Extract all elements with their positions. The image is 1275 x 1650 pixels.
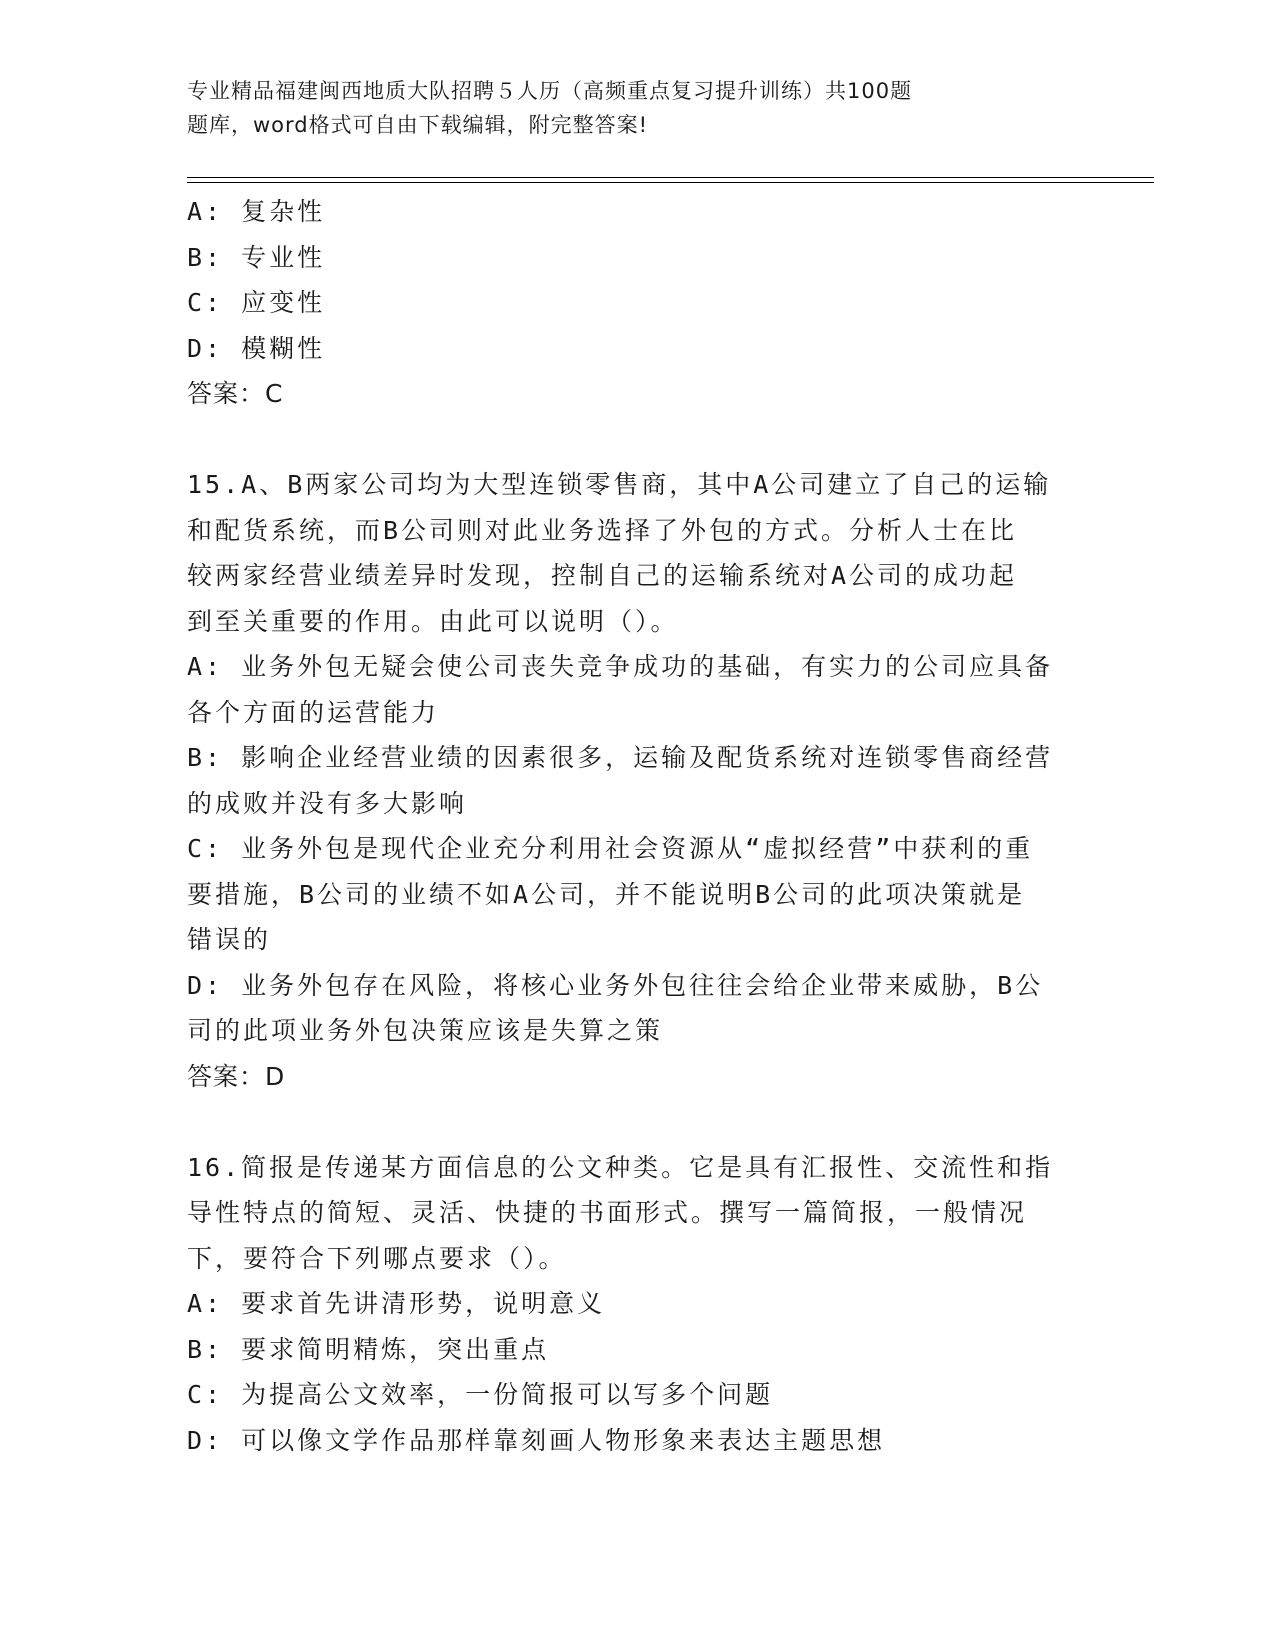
document-header bbox=[187, 74, 1067, 142]
question-16 bbox=[187, 1145, 1087, 1464]
question-stem-line: 15.A、B两家公司均为大型连锁零售商，其中A公司建立了自己的运输 bbox=[187, 470, 1052, 499]
option-d: D: 业务外包存在风险，将核心业务外包往往会给企业带来威胁，B公 bbox=[187, 970, 1044, 1000]
question-content bbox=[187, 189, 1087, 1463]
option-c: C: 为提高公文效率，一份简报可以写多个问题 bbox=[187, 1380, 774, 1409]
option-d: D: 模糊性 bbox=[187, 333, 326, 363]
prev-question bbox=[187, 189, 1087, 417]
option-c: C: 业务外包是现代企业充分利用社会资源从“虚拟经营”中获利的重 bbox=[187, 834, 1034, 863]
question-stem-line: 和配货系统，而B公司则对此业务选择了外包的方式。分析人士在比 bbox=[187, 515, 1018, 545]
question-stem-line: 16.简报是传递某方面信息的公文种类。它是具有汇报性、交流性和指 bbox=[187, 1152, 1054, 1182]
header-line-1: 专业精品福建闽西地质大队招聘５人历（高频重点复习提升训练）共100题 bbox=[187, 79, 913, 103]
question-15 bbox=[187, 462, 1087, 1099]
option-d: D: 可以像文学作品那样靠刻画人物形象来表达主题思想 bbox=[187, 1425, 886, 1455]
header-divider-top bbox=[187, 177, 1154, 178]
option-a: A: 复杂性 bbox=[187, 197, 326, 226]
header-line-2: 题库，word格式可自由下载编辑，附完整答案! bbox=[187, 113, 649, 137]
option-b: B: 影响企业经营业绩的因素很多，运输及配货系统对连锁零售商经营 bbox=[187, 743, 1054, 772]
question-stem-line: 到至关重要的作用。由此可以说明（）。 bbox=[187, 606, 679, 636]
answer-line: 答案：D bbox=[187, 1061, 286, 1091]
question-stem-line: 导性特点的简短、灵活、快捷的书面形式。撰写一篇简报，一般情况 bbox=[187, 1198, 1028, 1227]
option-b: B: 要求简明精炼，突出重点 bbox=[187, 1334, 550, 1364]
header-divider-bottom bbox=[187, 182, 1154, 183]
option-c-cont: 错误的 bbox=[187, 925, 272, 954]
option-c: C: 应变性 bbox=[187, 288, 326, 317]
spacer bbox=[187, 417, 1087, 463]
option-b: B: 专业性 bbox=[187, 242, 326, 272]
spacer bbox=[187, 1099, 1087, 1145]
question-stem-line: 较两家经营业绩差异时发现，控制自己的运输系统对A公司的成功起 bbox=[187, 561, 1018, 590]
answer-line: 答案：C bbox=[187, 379, 284, 408]
option-a: A: 业务外包无疑会使公司丧失竞争成功的基础，有实力的公司应具备 bbox=[187, 652, 1054, 681]
option-b-cont: 的成败并没有多大影响 bbox=[187, 788, 468, 818]
question-stem-line: 下，要符合下列哪点要求（）。 bbox=[187, 1243, 567, 1273]
option-a-cont: 各个方面的运营能力 bbox=[187, 697, 440, 727]
option-a: A: 要求首先讲清形势，说明意义 bbox=[187, 1289, 606, 1318]
option-c-cont: 要措施，B公司的业绩不如A公司，并不能说明B公司的此项决策就是 bbox=[187, 879, 1026, 909]
option-d-cont: 司的此项业务外包决策应该是失算之策 bbox=[187, 1016, 664, 1045]
